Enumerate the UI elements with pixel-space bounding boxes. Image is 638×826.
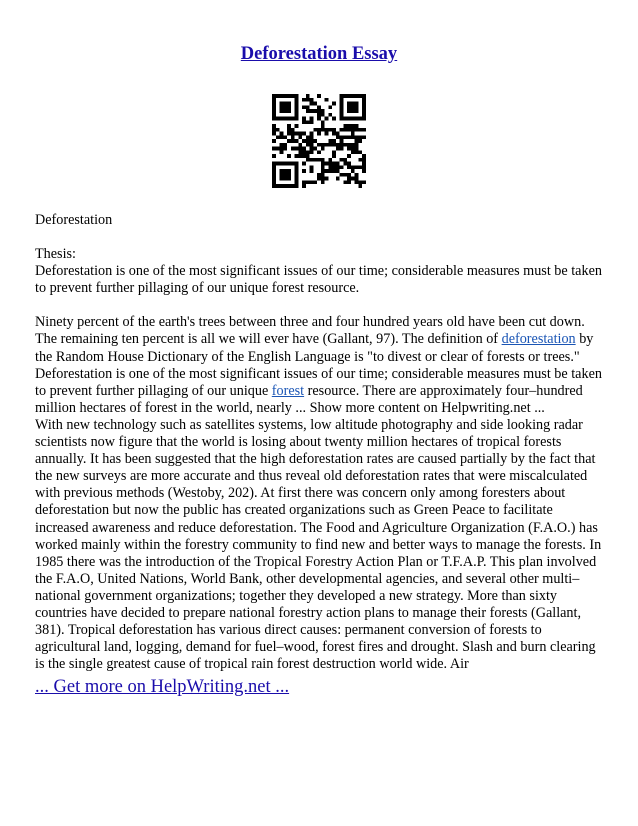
essay-heading: Deforestation: [35, 212, 113, 228]
thesis-text: Deforestation is one of the most significant issues of our time; considerable measures must be taken to prevent further pillaging of our unique forest resource.: [35, 263, 602, 297]
paragraph-1-part-b: by the Random House Dictionary of the English Language is "to divest or clear of forests or trees." Deforestation is one of the most significant issues of our time; considerable measures must be taken to prevent further pillaging of our unique: [35, 331, 602, 399]
paragraph-2: With new technology such as satellites systems, low altitude photography and side looking radar scientists now figure that the world is losing about twenty million hectares of tropical forests annually. It has been suggested that the high deforestation rates are caused partially by the fact that the new surveys are more accurate and thus reveal old deforestation rates that were miscalculated with previous methods (Westoby, 202). At first there was concern only among foresters about deforestation but now the public has created organizations such as Green Peace to facilitate increased awareness and reduce deforestation. The Food and Agriculture Organization (F.A.O.) has worked mainly within the forestry community to find new and better ways to manage the forests. In 1985 there was the introduction of the Tropical Forestry Action Plan or T.F.A.P. This plan involved the F.A.O, United Nations, World Bank, other developmental agencies, and several other multi–national government organizations; together they developed a new strategy. More than sixty countries have decided to prepare national forestry action plans to manage their forests (Gallant, 381). Tropical deforestation has various direct causes: permanent conversion of forests to agricultural land, logging, demand for fuel–wood, forest fires and drought. Slash and burn clearing is the single greatest cause of tropical rain forest destruction world wide. Air: [35, 416, 602, 673]
paragraph-1-part-a: Ninety percent of the earth's trees between three and four hundred years old have been cut down. The remaining ten percent is all we will ever have (Gallant, 97). The definition of: [35, 314, 585, 348]
thesis-label: Thesis:: [35, 246, 76, 263]
page-title: [0, 44, 638, 65]
get-more-link[interactable]: ... Get more on HelpWriting.net ...: [35, 677, 290, 697]
title-link[interactable]: Deforestation Essay: [240, 44, 398, 64]
paragraph-1: [35, 314, 605, 417]
more-link-container: [35, 677, 289, 698]
forest-link[interactable]: forest: [271, 382, 305, 399]
paragraph-1-part-c: resource. There are approximately four–hundred million hectares of forest in the world, nearly ... Show more content on Helpwriting.net ...: [35, 382, 583, 416]
qr-code-icon: [272, 94, 366, 188]
essay-body: [35, 212, 605, 673]
deforestation-link[interactable]: deforestation: [501, 331, 576, 348]
